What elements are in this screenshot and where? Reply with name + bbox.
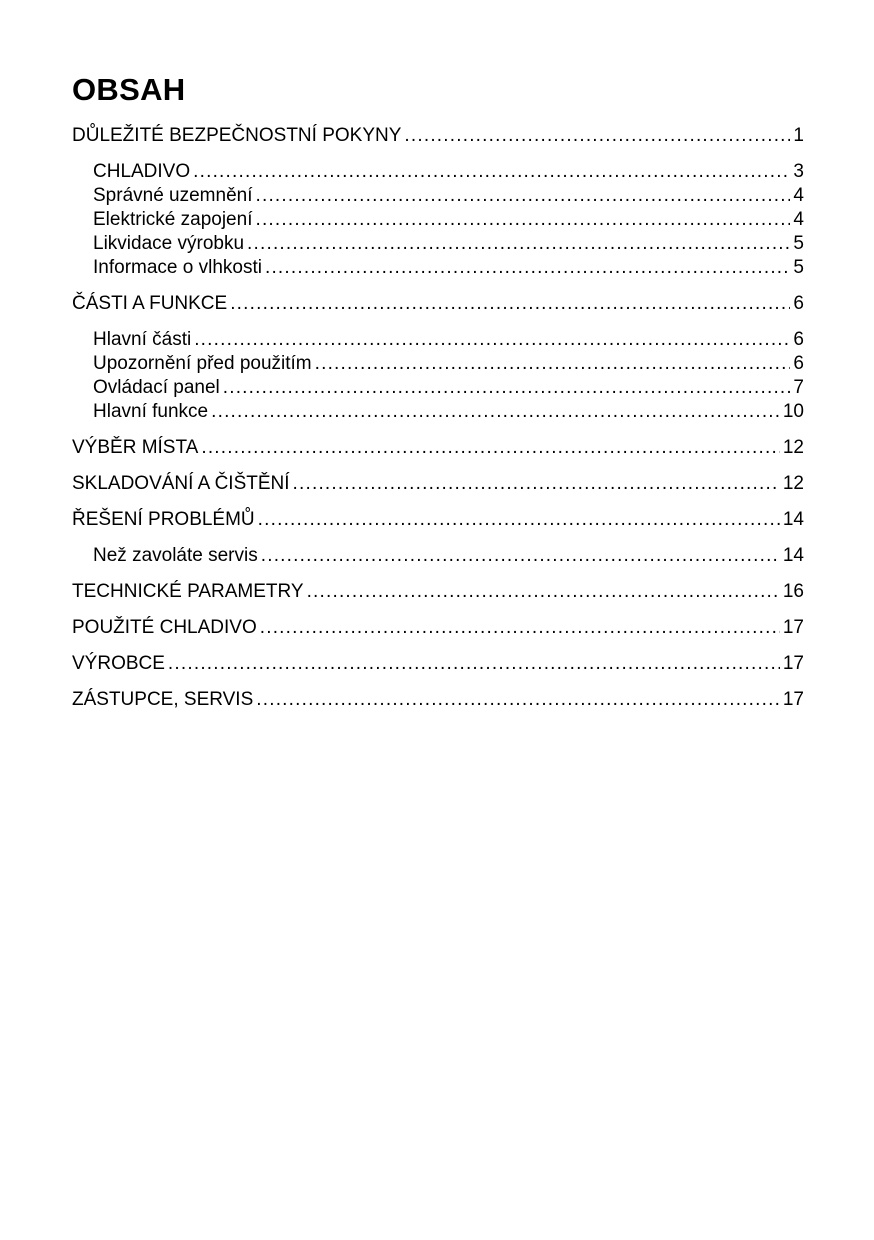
dot-leader xyxy=(265,256,790,280)
toc-entry-label: Informace o vlhkosti xyxy=(93,257,262,278)
dot-leader xyxy=(260,616,780,640)
toc-entry-page-number: 6 xyxy=(793,353,804,374)
dot-leader xyxy=(193,160,790,184)
dot-leader xyxy=(194,328,790,352)
toc-entry-page-number: 17 xyxy=(782,653,804,674)
toc-title: OBSAH xyxy=(72,72,186,107)
toc-entry-hlavni-funkce[interactable] xyxy=(72,400,804,424)
toc-list xyxy=(72,124,804,712)
dot-leader xyxy=(404,124,790,148)
dot-leader xyxy=(223,376,791,400)
toc-entry-pouzite-chladivo[interactable] xyxy=(72,616,804,640)
toc-entry-label: Ovládací panel xyxy=(93,377,220,398)
toc-entry-label: TECHNICKÉ PARAMETRY xyxy=(72,581,304,602)
toc-entry-spravne-uzemneni[interactable] xyxy=(72,184,804,208)
toc-entry-label: ŘEŠENÍ PROBLÉMŮ xyxy=(72,509,255,530)
dot-leader xyxy=(211,400,780,424)
toc-entry-page-number: 17 xyxy=(782,617,804,638)
dot-leader xyxy=(201,436,780,460)
toc-entry-nez-zavolate-servis[interactable] xyxy=(72,544,804,568)
toc-entry-label: Hlavní části xyxy=(93,329,192,350)
dot-leader xyxy=(307,580,780,604)
toc-entry-page-number: 12 xyxy=(782,473,804,494)
toc-entry-page-number: 14 xyxy=(782,509,804,530)
toc-entry-ovladaci-panel[interactable] xyxy=(72,376,804,400)
toc-entry-chladivo[interactable] xyxy=(72,160,804,184)
toc-entry-elektricke-zapojeni[interactable] xyxy=(72,208,804,232)
toc-entry-label: ZÁSTUPCE, SERVIS xyxy=(72,689,254,710)
toc-entry-dulezite-bezpecnostni-pokyny[interactable] xyxy=(72,124,804,148)
dot-leader xyxy=(258,508,780,532)
toc-entry-skladovani-a-cisteni[interactable] xyxy=(72,472,804,496)
toc-entry-label: CHLADIVO xyxy=(93,161,191,182)
toc-entry-label: DŮLEŽITÉ BEZPEČNOSTNÍ POKYNY xyxy=(72,125,402,146)
toc-entry-label: POUŽITÉ CHLADIVO xyxy=(72,617,257,638)
dot-leader xyxy=(256,184,791,208)
toc-entry-label: Správné uzemnění xyxy=(93,185,253,206)
toc-entry-reseni-problemu[interactable] xyxy=(72,508,804,532)
dot-leader xyxy=(293,472,780,496)
toc-entry-zastupce-servis[interactable] xyxy=(72,688,804,712)
toc-entry-label: Než zavoláte servis xyxy=(93,545,258,566)
toc-entry-likvidace-vyrobku[interactable] xyxy=(72,232,804,256)
toc-entry-page-number: 3 xyxy=(793,161,804,182)
dot-leader xyxy=(247,232,790,256)
dot-leader xyxy=(315,352,791,376)
toc-entry-page-number: 14 xyxy=(782,545,804,566)
toc-entry-page-number: 12 xyxy=(782,437,804,458)
toc-entry-label: Elektrické zapojení xyxy=(93,209,253,230)
toc-entry-vyrobce[interactable] xyxy=(72,652,804,676)
toc-entry-page-number: 6 xyxy=(793,329,804,350)
toc-entry-page-number: 10 xyxy=(782,401,804,422)
toc-entry-label: VÝROBCE xyxy=(72,653,165,674)
toc-entry-hlavni-casti[interactable] xyxy=(72,328,804,352)
toc-entry-vyber-mista[interactable] xyxy=(72,436,804,460)
toc-entry-label: Upozornění před použitím xyxy=(93,353,312,374)
toc-entry-page-number: 1 xyxy=(793,125,804,146)
toc-entry-casti-a-funkce[interactable] xyxy=(72,292,804,316)
toc-entry-technicke-parametry[interactable] xyxy=(72,580,804,604)
dot-leader xyxy=(168,652,780,676)
toc-entry-page-number: 4 xyxy=(793,209,804,230)
toc-entry-label: Hlavní funkce xyxy=(93,401,209,422)
toc-entry-label: ČÁSTI A FUNKCE xyxy=(72,293,228,314)
dot-leader xyxy=(230,292,790,316)
toc-entry-page-number: 4 xyxy=(793,185,804,206)
toc-entry-label: Likvidace výrobku xyxy=(93,233,245,254)
toc-entry-upozorneni-pred-pouzitim[interactable] xyxy=(72,352,804,376)
dot-leader xyxy=(261,544,780,568)
toc-entry-page-number: 5 xyxy=(793,233,804,254)
toc-entry-page-number: 6 xyxy=(793,293,804,314)
toc-entry-page-number: 16 xyxy=(782,581,804,602)
document-page xyxy=(72,70,804,712)
toc-entry-label: VÝBĚR MÍSTA xyxy=(72,437,199,458)
toc-entry-page-number: 5 xyxy=(793,257,804,278)
toc-entry-label: SKLADOVÁNÍ A ČIŠTĚNÍ xyxy=(72,473,290,494)
toc-entry-page-number: 7 xyxy=(793,377,804,398)
dot-leader xyxy=(256,688,780,712)
dot-leader xyxy=(255,208,790,232)
toc-entry-informace-o-vlhkosti[interactable] xyxy=(72,256,804,280)
toc-entry-page-number: 17 xyxy=(782,689,804,710)
